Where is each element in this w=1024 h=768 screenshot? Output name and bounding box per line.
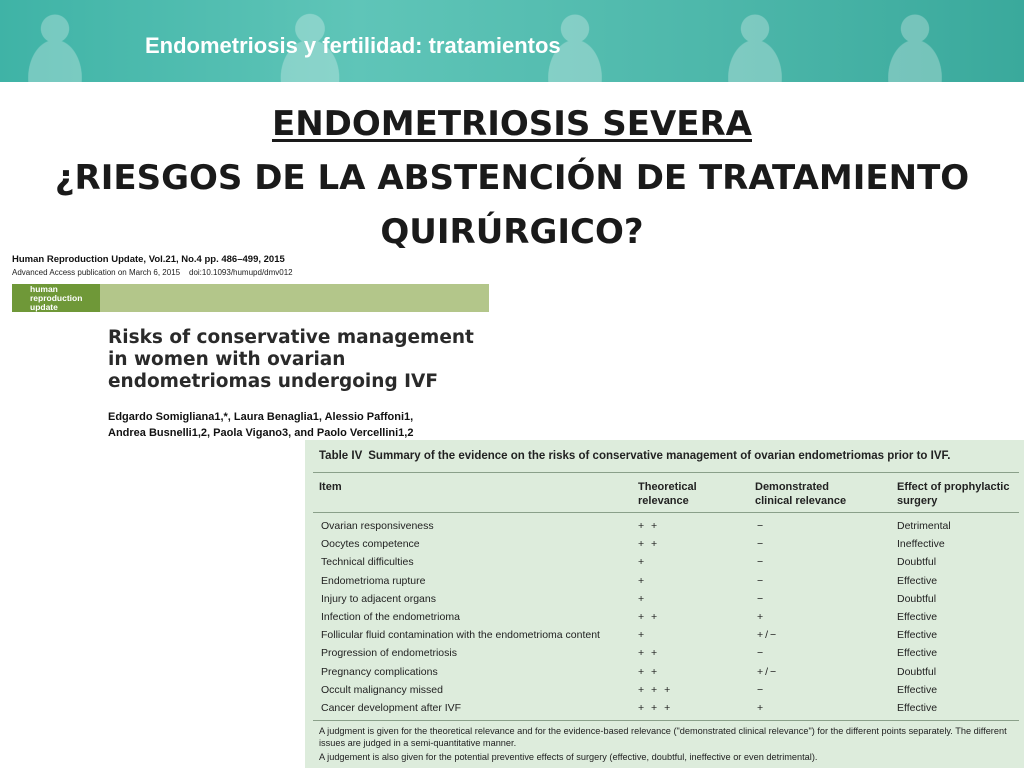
column-header-effect (897, 480, 1009, 508)
cell-item: Infection of the endometrioma (321, 611, 460, 623)
paper-title: Risks of conservative management in women with ovarian endometriomas undergoing IVF (108, 327, 474, 392)
cell-effect: Effective (897, 647, 938, 660)
cell-effect: Effective (897, 611, 938, 623)
banner-photo-figure (700, 0, 810, 82)
table-caption (319, 450, 950, 462)
header-line: clinical relevance (755, 495, 847, 507)
cell-effect: Effective (897, 574, 938, 587)
cell-theoretical: + + (638, 665, 660, 678)
cell-item: Endometrioma rupture (321, 574, 426, 587)
cell-theoretical: + (638, 556, 647, 569)
cell-demonstrated: + (757, 611, 766, 623)
cell-effect: Effective (897, 683, 938, 696)
header-line: surgery (897, 495, 938, 507)
header-line: Theoretical (638, 481, 697, 493)
journal-citation: Human Reproduction Update, Vol.21, No.4 pp. 486–499, 2015 (12, 254, 285, 265)
cell-effect: Effective (897, 629, 938, 642)
slide-heading-line3: QUIRÚRGICO? (380, 212, 644, 252)
cell-item: Cancer development after IVF (321, 702, 462, 714)
header-banner (0, 0, 1024, 82)
table-footnote: A judgment is given for the theoretical relevance and for the evidence-based relevance ("demonstrated clinical relevance") for the different points separately. The different issues are judged in a semi-quantitative manner. (319, 726, 1007, 748)
cell-theoretical: + + + (638, 683, 673, 696)
cell-demonstrated: − (757, 683, 766, 696)
table-label: Table IV (319, 450, 363, 462)
header-line: Effect of prophylactic (897, 481, 1010, 493)
cell-demonstrated: − (757, 538, 766, 551)
table-rule-top (313, 472, 1019, 473)
cell-demonstrated: − (757, 592, 766, 605)
slide-heading-line2: ¿RIESGOS DE LA ABSTENCIÓN DE TRATAMIENTO (54, 158, 970, 198)
slide-heading-line1: ENDOMETRIOSIS SEVERA (271, 104, 752, 144)
cell-demonstrated: − (757, 520, 766, 532)
cell-item: Injury to adjacent organs (321, 592, 436, 605)
access-info: Advanced Access publication on March 6, 2015 doi:10.1093/humupd/dmv012 (12, 268, 293, 277)
journal-logo (12, 284, 100, 312)
table-rule-header (313, 512, 1019, 513)
cell-theoretical: + (638, 574, 647, 587)
cell-demonstrated: − (757, 647, 766, 660)
paper-authors (108, 409, 488, 441)
journal-bar (12, 284, 489, 312)
cell-item: Pregnancy complications (321, 665, 438, 678)
cell-demonstrated: − (757, 574, 766, 587)
paper-excerpt (12, 254, 490, 439)
authors-line: Edgardo Somigliana1,*, Laura Benaglia1, Alessio Paffoni1, (108, 411, 414, 423)
cell-effect: Doubtful (897, 665, 937, 678)
cell-effect: Detrimental (897, 520, 951, 532)
journal-logo-line: reproduction (30, 293, 83, 303)
column-header-theoretical (638, 480, 697, 508)
cell-effect: Ineffective (897, 538, 945, 551)
header-line: Demonstrated (755, 481, 829, 493)
cell-theoretical: + + (638, 647, 660, 660)
cell-item: Occult malignancy missed (321, 683, 443, 696)
cell-demonstrated: − (757, 556, 766, 569)
cell-theoretical: + + (638, 611, 660, 623)
cell-effect: Effective (897, 702, 938, 714)
cell-theoretical: + + + (638, 702, 673, 714)
table-rule-bottom (313, 720, 1019, 721)
cell-effect: Doubtful (897, 556, 937, 569)
header-line: relevance (638, 495, 689, 507)
table-footnote: A judgement is also given for the potential preventive effects of surgery (effective, doubtful, ineffective or even detrimental). (319, 752, 818, 762)
authors-line: Andrea Busnelli1,2, Paola Vigano3, and Paolo Vercellini1,2 (108, 427, 414, 439)
banner-photo-figure (0, 0, 110, 82)
journal-logo-line: human (30, 284, 58, 294)
banner-title: Endometriosis y fertilidad: tratamientos (145, 33, 561, 58)
banner-photo-figure (860, 0, 970, 82)
cell-item: Technical difficulties (321, 556, 414, 569)
cell-effect: Doubtful (897, 592, 937, 605)
cell-item: Follicular fluid contamination with the endometrioma content (321, 629, 600, 642)
column-header-item: Item (319, 481, 342, 493)
cell-item: Oocytes competence (321, 538, 420, 551)
cell-theoretical: + + (638, 538, 660, 551)
journal-logo-line: update (30, 302, 58, 312)
column-header-demonstrated (755, 480, 846, 508)
cell-item: Ovarian responsiveness (321, 520, 434, 532)
cell-demonstrated: + (757, 702, 766, 714)
cell-demonstrated: +/− (757, 665, 779, 678)
cell-theoretical: + (638, 592, 647, 605)
table-caption-text: Summary of the evidence on the risks of conservative management of ovarian endometriomas prior to IVF. (368, 450, 951, 462)
cell-item: Progression of endometriosis (321, 647, 457, 660)
cell-demonstrated: +/− (757, 629, 779, 642)
table-panel (305, 440, 1024, 768)
cell-theoretical: + + (638, 520, 660, 532)
cell-theoretical: + (638, 629, 647, 642)
